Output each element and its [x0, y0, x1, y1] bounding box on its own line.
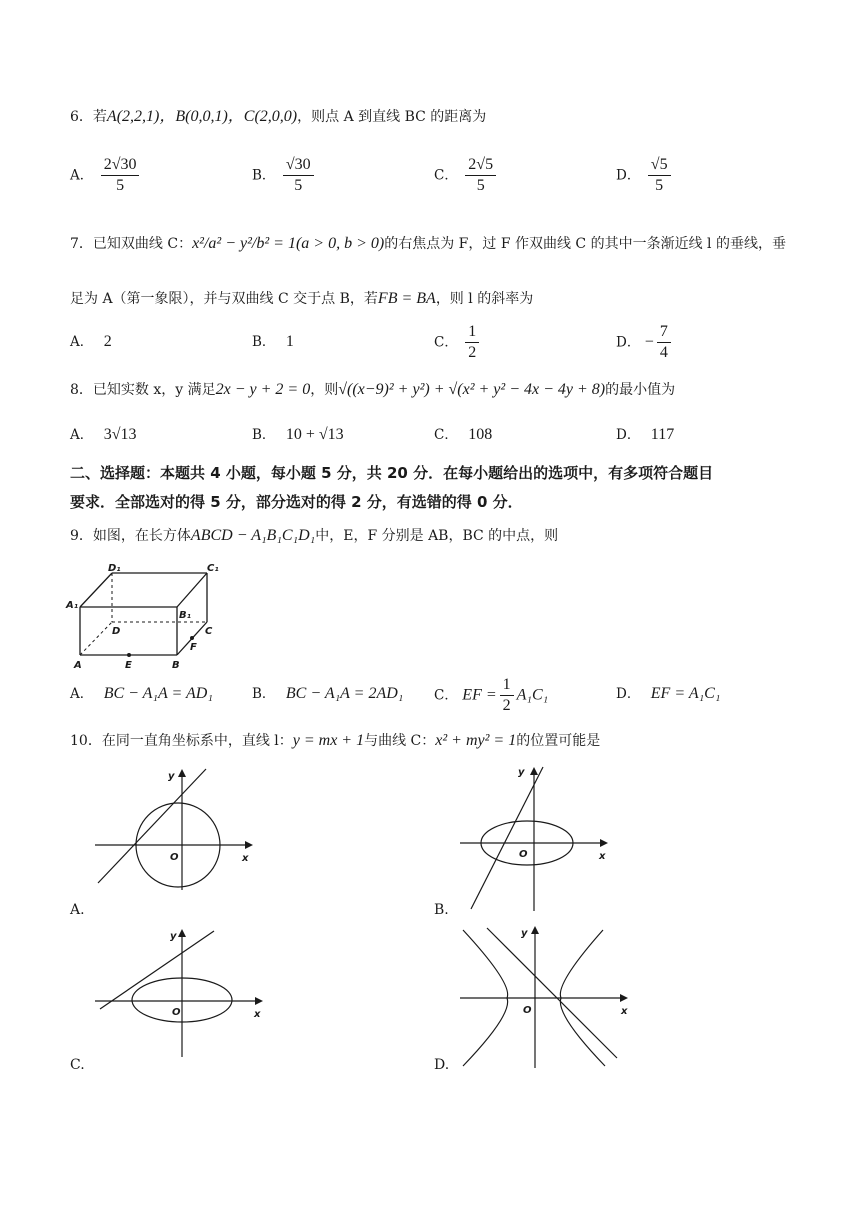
origin-label: O: [519, 849, 528, 860]
q7-option-d-num: 7: [657, 322, 671, 343]
edge-b1-c1: [177, 573, 207, 607]
label-e: E: [125, 660, 132, 671]
q8-option-b-label: B．: [252, 427, 276, 443]
origin-label: O: [170, 852, 179, 863]
x-label: x: [242, 853, 249, 864]
q8-option-b-value: 10 + √13: [285, 426, 344, 443]
q8-option-d-label: D．: [616, 427, 641, 443]
q7-option-a[interactable]: [70, 332, 112, 352]
q9-option-d-value: EF = A₁C₁: [650, 685, 721, 702]
q6-option-c[interactable]: [434, 155, 499, 196]
q10-stem-mid: 与曲线 C：: [364, 733, 436, 749]
q6-option-c-den: 5: [476, 177, 485, 194]
q9-stem: [70, 526, 558, 546]
q6-stem-suffix: ，则点 A 到直线 BC 的距离为: [297, 109, 487, 125]
q10-line-eq: y = mx + 1: [292, 732, 365, 749]
q9-option-a-value: BC − A₁A = AD₁: [103, 685, 213, 702]
q9-option-c-den: 2: [502, 697, 511, 714]
y-label: y: [521, 928, 528, 939]
q7-option-a-label: A．: [70, 334, 94, 350]
q9-stem-prefix: 9．如图，在长方体: [70, 528, 191, 544]
q7-stem-line1-prefix: 7．已知双曲线 C：: [70, 236, 193, 252]
q6-option-b[interactable]: [252, 155, 317, 196]
q10-option-a-label[interactable]: A.: [70, 902, 85, 918]
q9-stem-suffix: 中，E，F 分别是 AB，BC 的中点，则: [315, 528, 559, 544]
q7-option-c[interactable]: [434, 322, 482, 363]
y-label: y: [168, 771, 175, 782]
y-arrow: [178, 769, 186, 777]
label-d1: D₁: [108, 563, 121, 574]
q10-option-b-label[interactable]: B.: [434, 902, 449, 918]
q7-option-c-label: C．: [434, 334, 458, 351]
q8-option-c[interactable]: [434, 425, 492, 445]
q7-option-b-label: B．: [252, 334, 276, 350]
q6-stem: [70, 107, 486, 127]
q9-option-c[interactable]: [434, 675, 548, 716]
q6-option-a-label: A．: [70, 167, 94, 184]
q9-option-d[interactable]: [616, 684, 720, 704]
q6-stem-prefix: 6．若: [70, 109, 107, 125]
q8-option-d[interactable]: [616, 425, 674, 445]
q10-stem-prefix: 10．在同一直角坐标系中，直线 l：: [70, 733, 293, 749]
q9-option-a[interactable]: [70, 684, 213, 704]
q10-graph-d: [455, 922, 635, 1070]
label-c: C: [205, 626, 213, 637]
q6-option-b-num: √30: [283, 155, 314, 176]
q8-stem-mid: ，则: [310, 382, 339, 398]
q8-option-a-value: 3√13: [103, 426, 137, 443]
x-arrow: [600, 839, 608, 847]
q6-option-a-den: 5: [116, 177, 125, 194]
q8-option-a[interactable]: [70, 425, 136, 445]
q8-option-b[interactable]: [252, 425, 344, 445]
y-arrow: [178, 929, 186, 937]
q7-option-b-value: 1: [285, 333, 294, 350]
q7-stem-line1: [70, 234, 786, 254]
y-label: y: [170, 931, 177, 942]
point-f: [190, 636, 194, 640]
q7-vector-condition: FB = BA: [377, 290, 436, 307]
x-label: x: [254, 1009, 261, 1020]
q8-stem-suffix: 的最小值为: [605, 382, 676, 398]
q7-stem-line1-suffix: 的右焦点为 F，过 F 作双曲线 C 的其中一条渐近线 l 的垂线，垂: [384, 236, 786, 252]
x-label: x: [599, 851, 606, 862]
q7-option-d[interactable]: [616, 322, 674, 363]
edge-a1-d1: [80, 573, 112, 607]
q7-option-a-value: 2: [103, 333, 112, 350]
line-l: [98, 769, 206, 883]
x-arrow: [245, 841, 253, 849]
section2-heading-line2: 要求．全部选对的得 5 分，部分选对的得 2 分，有选错的得 0 分．: [70, 493, 523, 511]
q6-option-d-label: D．: [616, 167, 641, 184]
q8-condition: 2x − y + 2 = 0: [215, 381, 311, 398]
y-arrow: [530, 767, 538, 775]
q9-option-a-label: A．: [70, 686, 94, 702]
label-f: F: [190, 642, 197, 653]
q7-option-d-sign: −: [644, 333, 654, 351]
label-b1: B₁: [179, 610, 192, 621]
origin-label: O: [523, 1005, 532, 1016]
y-arrow: [531, 926, 539, 934]
label-a1: A₁: [66, 600, 79, 611]
q10-option-c-label[interactable]: C.: [70, 1057, 85, 1073]
q6-option-d-den: 5: [655, 177, 664, 194]
section2-heading-line1: 二、选择题：本题共 4 小题，每小题 5 分，共 20 分．在每小题给出的选项中，有多项符合题目: [70, 464, 714, 482]
q6-points: A(2,2,1)，B(0,0,1)，C(2,0,0): [106, 108, 298, 125]
q8-stem: [70, 380, 675, 400]
q6-option-d[interactable]: [616, 155, 674, 196]
label-c1: C₁: [207, 563, 219, 574]
q8-expression: √((x−9)² + y²) + √(x² + y² − 4x − 4y + 8): [338, 381, 606, 398]
q7-option-d-den: 4: [659, 344, 668, 361]
line-l: [487, 928, 617, 1058]
q10-option-d-label[interactable]: D.: [434, 1057, 450, 1073]
q10-stem: [70, 731, 600, 751]
q10-stem-suffix: 的位置可能是: [516, 733, 601, 749]
q7-option-c-num: 1: [465, 322, 479, 343]
q6-option-c-num: 2√5: [465, 155, 496, 176]
y-label: y: [518, 767, 525, 778]
x-arrow: [255, 997, 263, 1005]
q7-option-d-label: D．: [616, 334, 641, 351]
q10-graph-a: [90, 765, 260, 895]
q7-option-c-den: 2: [468, 344, 477, 361]
q9-cuboid-figure: [62, 560, 232, 672]
q6-option-b-den: 5: [294, 177, 303, 194]
q8-option-a-label: A．: [70, 427, 94, 443]
q7-stem-line2: [70, 289, 533, 309]
q9-option-b[interactable]: [252, 684, 403, 704]
q7-equation: x²/a² − y²/b² = 1(a > 0, b > 0): [192, 235, 385, 252]
label-d: D: [112, 626, 121, 637]
q7-stem-line2-suffix: ，则 l 的斜率为: [435, 291, 534, 307]
edge-a-d-hidden: [80, 622, 112, 655]
label-a: A: [74, 660, 82, 671]
q9-option-b-label: B．: [252, 686, 276, 702]
q8-option-d-value: 117: [650, 426, 675, 443]
q8-option-c-value: 108: [468, 426, 493, 443]
q6-option-a[interactable]: [70, 155, 142, 196]
q6-option-c-label: C．: [434, 167, 458, 184]
q10-curve-eq: x² + my² = 1: [435, 732, 517, 749]
q7-option-b[interactable]: [252, 332, 294, 352]
q7-stem-line2-prefix: 足为 A（第一象限），并与双曲线 C 交于点 B，若: [70, 291, 378, 307]
q8-option-c-label: C．: [434, 427, 458, 443]
point-e: [127, 653, 131, 657]
q6-option-a-num: 2√30: [101, 155, 140, 176]
q9-option-c-label: C．: [434, 687, 458, 704]
q6-option-b-label: B．: [252, 167, 276, 184]
q9-option-c-num: 1: [500, 675, 514, 696]
q9-option-b-value: BC − A₁A = 2AD₁: [285, 685, 404, 702]
line-l: [100, 931, 214, 1009]
q9-option-c-rhs: A₁C₁: [516, 686, 549, 704]
q9-solid: ABCD − A₁B₁C₁D₁: [190, 527, 316, 544]
q8-stem-prefix: 8．已知实数 x，y 满足: [70, 382, 216, 398]
q9-option-c-lhs: EF =: [462, 686, 497, 704]
origin-label: O: [172, 1007, 181, 1018]
label-b: B: [172, 660, 180, 671]
x-label: x: [621, 1006, 628, 1017]
q10-graph-b: [455, 763, 615, 913]
q10-graph-c: [90, 925, 270, 1060]
q6-option-d-num: √5: [648, 155, 671, 176]
q9-option-d-label: D．: [616, 686, 641, 702]
x-arrow: [620, 994, 628, 1002]
